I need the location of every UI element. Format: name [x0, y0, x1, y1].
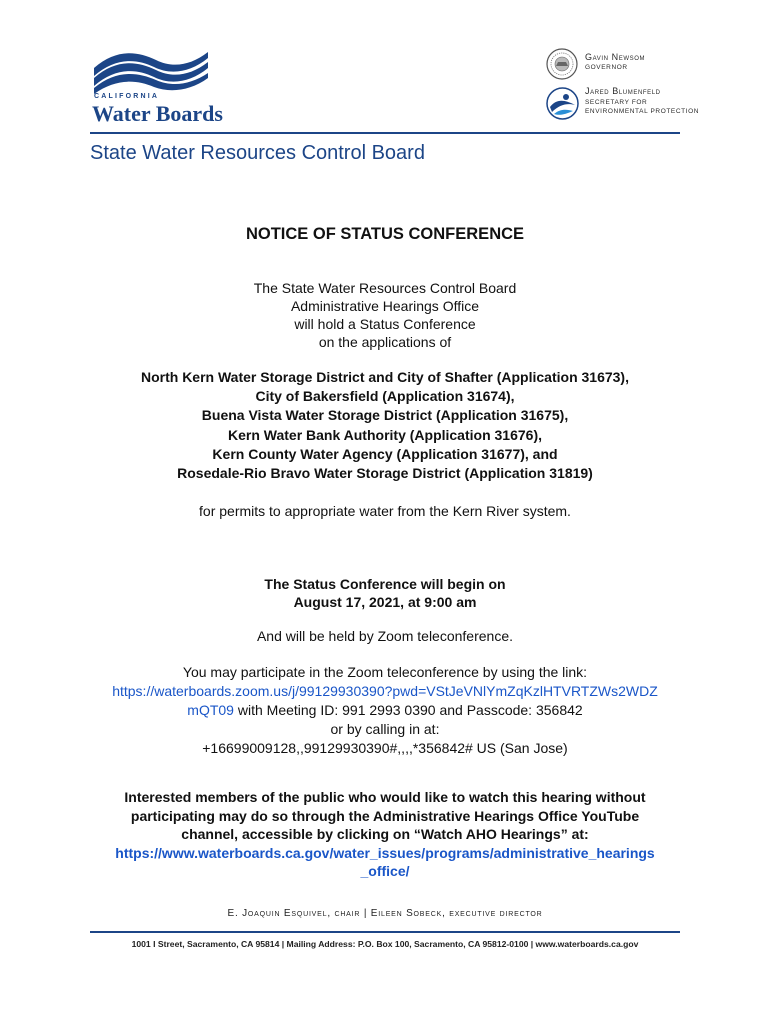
water-waves-icon	[90, 46, 215, 94]
intro-line: The State Water Resources Control Board	[253, 280, 517, 296]
header-divider	[90, 132, 680, 134]
held-by-zoom-text: And will be held by Zoom teleconference.	[256, 628, 514, 644]
purpose-text: for permits to appropriate water from the Kern River system.	[199, 503, 571, 519]
application-item: Kern County Water Agency (Application 31677), and	[212, 445, 558, 462]
zoom-link-line1	[80, 682, 690, 701]
intro-paragraph	[80, 279, 690, 351]
aho-youtube-link-continued[interactable]: _office/	[360, 863, 410, 879]
zoom-link[interactable]: https://waterboards.zoom.us/j/99129930390?pwd=VStJeVNlYmZqKzlHTVRTZWs2WDZ	[112, 683, 658, 699]
public-line: participating may do so through the Administrative Hearings Office YouTube	[130, 807, 640, 824]
footer-address: 1001 I Street, Sacramento, CA 95814 | Mailing Address: P.O. Box 100, Sacramento, CA 95812-0100 | www.waterboards.ca.gov	[131, 939, 639, 949]
aho-link-line1	[80, 844, 690, 863]
applications-list	[80, 368, 690, 483]
governor-name: Gavin Newsom	[585, 52, 646, 62]
meeting-info: with Meeting ID: 991 2993 0390 and Passcode: 356842	[233, 702, 583, 718]
application-item: North Kern Water Storage District and City of Shafter (Application 31673),	[140, 369, 629, 385]
zoom-link-continued[interactable]: mQT09	[187, 702, 234, 718]
calling-line: or by calling in at:	[330, 721, 440, 737]
board-name: State Water Resources Control Board	[90, 142, 425, 164]
logo-name: Water Boards	[92, 101, 223, 126]
footer-divider	[90, 931, 680, 933]
secretary-title	[585, 98, 699, 116]
phone-number: +16699009128,,99129930390#,,,,*356842# US (San Jose)	[202, 740, 568, 756]
secretary-title-line2: ENVIRONMENTAL PROTECTION	[585, 108, 700, 115]
governor-title: GOVERNOR	[585, 64, 628, 71]
application-item: Buena Vista Water Storage District (Application 31675),	[201, 407, 569, 424]
start-line: The Status Conference will begin on	[264, 576, 506, 592]
water-boards-logo	[90, 46, 223, 126]
zoom-link-line2	[80, 701, 690, 720]
application-item: Kern Water Bank Authority (Application 31676),	[227, 426, 542, 443]
public-line: Interested members of the public who would like to watch this hearing without	[124, 789, 646, 805]
notice-title: NOTICE OF STATUS CONFERENCE	[245, 225, 525, 243]
governor-seal-icon	[546, 48, 578, 80]
secretary-title-line1: SECRETARY FOR	[585, 99, 648, 106]
intro-line: will hold a Status Conference	[294, 316, 476, 332]
application-item: City of Bakersfield (Application 31674),	[255, 388, 515, 405]
conference-start	[80, 575, 690, 611]
start-date: August 17, 2021, at 9:00 am	[293, 594, 477, 610]
logo-state-label: CALIFORNIA	[94, 93, 160, 100]
public-viewing-info	[80, 788, 690, 881]
application-item: Rosedale-Rio Bravo Water Storage District (Application 31819)	[177, 465, 593, 482]
aho-youtube-link[interactable]: https://www.waterboards.ca.gov/water_issues/programs/administrative_hearings	[115, 844, 655, 861]
calepa-logo-icon	[546, 87, 579, 120]
intro-line: Administrative Hearings Office	[290, 298, 480, 314]
participate-intro: You may participate in the Zoom teleconference by using the link:	[182, 664, 588, 680]
secretary-name: Jared Blumenfeld	[585, 86, 661, 96]
public-line: channel, accessible by clicking on “Watch AHO Hearings” at:	[181, 826, 589, 842]
intro-line: on the applications of	[318, 334, 452, 350]
aho-link-line2	[80, 862, 690, 881]
participation-info	[80, 663, 690, 758]
footer-officers: E. Joaquin Esquivel, chair | Eileen Sobeck, executive director	[227, 908, 543, 919]
